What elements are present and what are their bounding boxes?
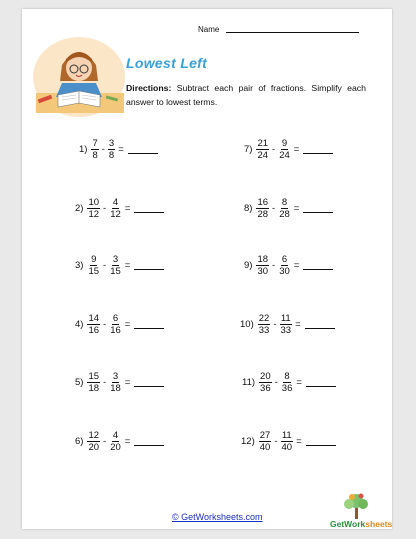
minus-sign: - bbox=[103, 318, 107, 330]
answer-blank[interactable] bbox=[303, 144, 333, 154]
minus-sign: - bbox=[103, 259, 107, 271]
name-label: Name bbox=[198, 25, 220, 34]
answer-blank[interactable] bbox=[134, 377, 164, 387]
fraction-b bbox=[279, 313, 292, 336]
numerator: 11 bbox=[280, 312, 291, 324]
problem-number: 3) bbox=[75, 259, 84, 271]
directions-label: Directions: bbox=[126, 83, 172, 93]
fraction-a bbox=[87, 197, 100, 220]
denominator: 8 bbox=[108, 149, 115, 161]
problem bbox=[244, 131, 333, 167]
problem bbox=[241, 423, 336, 459]
denominator: 30 bbox=[257, 265, 269, 277]
denominator: 36 bbox=[281, 382, 293, 394]
problem-number: 7) bbox=[244, 143, 253, 155]
equals-sign: = bbox=[293, 202, 300, 214]
fraction-a bbox=[256, 197, 269, 220]
numerator: 27 bbox=[259, 429, 271, 441]
numerator: 14 bbox=[88, 312, 100, 324]
minus-sign: - bbox=[103, 202, 107, 214]
denominator: 16 bbox=[88, 324, 100, 336]
getworksheets-logo-text bbox=[330, 519, 392, 529]
denominator: 28 bbox=[279, 208, 290, 220]
equals-sign: = bbox=[124, 202, 131, 214]
numerator: 22 bbox=[258, 312, 270, 324]
denominator: 20 bbox=[88, 441, 100, 453]
minus-sign: - bbox=[272, 202, 276, 214]
equals-sign: = bbox=[124, 376, 131, 388]
fraction-b bbox=[278, 138, 291, 161]
numerator: 8 bbox=[284, 370, 290, 382]
problem-number: 10) bbox=[240, 318, 254, 330]
minus-sign: - bbox=[103, 376, 107, 388]
equals-sign: = bbox=[293, 143, 300, 155]
problem bbox=[75, 423, 164, 459]
denominator: 8 bbox=[92, 149, 98, 161]
problem-number: 4) bbox=[75, 318, 84, 330]
getworksheets-link[interactable]: © GetWorksheets.com bbox=[172, 512, 263, 522]
problem bbox=[75, 190, 164, 226]
equals-sign: = bbox=[124, 435, 131, 447]
problem-number: 8) bbox=[244, 202, 253, 214]
answer-blank[interactable] bbox=[303, 203, 333, 213]
fraction-a bbox=[87, 254, 100, 277]
numerator: 8 bbox=[281, 196, 288, 208]
problem-number: 9) bbox=[244, 259, 253, 271]
problem bbox=[75, 306, 164, 342]
problem-number: 1) bbox=[79, 143, 88, 155]
directions bbox=[126, 81, 366, 109]
numerator: 4 bbox=[112, 429, 119, 441]
answer-blank[interactable] bbox=[303, 260, 333, 270]
denominator: 33 bbox=[258, 324, 270, 336]
equals-sign: = bbox=[124, 259, 131, 271]
minus-sign: - bbox=[103, 435, 107, 447]
equals-sign: = bbox=[118, 143, 124, 155]
fraction-a bbox=[259, 371, 272, 394]
numerator: 18 bbox=[257, 253, 269, 265]
problem-number: 6) bbox=[75, 435, 84, 447]
answer-blank[interactable] bbox=[134, 260, 164, 270]
numerator: 6 bbox=[281, 253, 288, 265]
logo-text-a: GetWork bbox=[330, 519, 366, 529]
denominator: 16 bbox=[110, 324, 121, 336]
fraction-a bbox=[91, 138, 98, 161]
numerator: 4 bbox=[112, 196, 119, 208]
minus-sign: - bbox=[274, 376, 278, 388]
denominator: 36 bbox=[260, 382, 271, 394]
fraction-a bbox=[87, 430, 100, 453]
fraction-b bbox=[278, 254, 291, 277]
worksheet-page bbox=[22, 9, 392, 529]
numerator: 6 bbox=[112, 312, 119, 324]
equals-sign: = bbox=[124, 318, 131, 330]
fraction-b bbox=[278, 197, 291, 220]
numerator: 3 bbox=[112, 253, 119, 265]
problem bbox=[79, 131, 158, 167]
denominator: 24 bbox=[257, 149, 269, 161]
problem bbox=[244, 190, 333, 226]
denominator: 20 bbox=[110, 441, 121, 453]
directions-text: Subtract each pair of fractions. Simplify each answer to lowest terms. bbox=[126, 83, 366, 107]
numerator: 21 bbox=[257, 137, 269, 149]
equals-sign: = bbox=[293, 259, 300, 271]
numerator: 16 bbox=[257, 196, 269, 208]
fraction-a bbox=[258, 313, 271, 336]
problem bbox=[244, 247, 333, 283]
fraction-a bbox=[87, 313, 100, 336]
logo-text-b: sheets bbox=[365, 519, 393, 529]
answer-blank[interactable] bbox=[134, 319, 164, 329]
name-line[interactable] bbox=[226, 24, 359, 33]
fraction-a bbox=[87, 371, 100, 394]
fraction-a bbox=[256, 254, 269, 277]
worksheet-title: Lowest Left bbox=[126, 55, 208, 71]
numerator: 15 bbox=[88, 370, 100, 382]
fraction-b bbox=[109, 197, 122, 220]
girl-reading-book-illustration bbox=[32, 33, 126, 119]
denominator: 15 bbox=[88, 265, 100, 277]
answer-blank[interactable] bbox=[306, 436, 336, 446]
equals-sign: = bbox=[296, 435, 302, 447]
numerator: 11 bbox=[281, 429, 292, 441]
problem-number: 2) bbox=[75, 202, 84, 214]
problem-number: 5) bbox=[75, 376, 84, 388]
problem bbox=[242, 364, 336, 400]
minus-sign: - bbox=[273, 318, 277, 330]
equals-sign: = bbox=[295, 318, 301, 330]
fraction-a bbox=[259, 430, 272, 453]
denominator: 12 bbox=[88, 208, 100, 220]
numerator: 9 bbox=[91, 253, 97, 265]
minus-sign: - bbox=[272, 259, 276, 271]
problem-number: 12) bbox=[241, 435, 255, 447]
fraction-b bbox=[281, 371, 294, 394]
problem bbox=[240, 306, 335, 342]
minus-sign: - bbox=[101, 143, 105, 155]
numerator: 10 bbox=[88, 196, 100, 208]
answer-blank[interactable] bbox=[134, 203, 164, 213]
numerator: 12 bbox=[88, 429, 100, 441]
denominator: 30 bbox=[279, 265, 290, 277]
fraction-b bbox=[109, 313, 122, 336]
denominator: 33 bbox=[280, 324, 292, 336]
numerator: 3 bbox=[108, 137, 115, 149]
answer-blank[interactable] bbox=[134, 436, 164, 446]
fraction-b bbox=[109, 254, 122, 277]
problem-number: 11) bbox=[242, 376, 256, 388]
fraction-b bbox=[108, 138, 115, 161]
numerator: 20 bbox=[260, 370, 271, 382]
fraction-a bbox=[256, 138, 269, 161]
numerator: 7 bbox=[92, 137, 98, 149]
denominator: 15 bbox=[110, 265, 121, 277]
denominator: 28 bbox=[257, 208, 269, 220]
minus-sign: - bbox=[274, 435, 278, 447]
numerator: 3 bbox=[112, 370, 119, 382]
minus-sign: - bbox=[272, 143, 276, 155]
denominator: 12 bbox=[110, 208, 121, 220]
denominator: 18 bbox=[110, 382, 121, 394]
equals-sign: = bbox=[296, 376, 302, 388]
fraction-b bbox=[109, 371, 122, 394]
fraction-b bbox=[109, 430, 122, 453]
answer-blank[interactable] bbox=[128, 144, 158, 154]
numerator: 9 bbox=[281, 137, 288, 149]
name-field-row bbox=[198, 24, 359, 34]
denominator: 40 bbox=[259, 441, 271, 453]
problem bbox=[75, 247, 164, 283]
denominator: 18 bbox=[88, 382, 100, 394]
denominator: 40 bbox=[281, 441, 293, 453]
fraction-b bbox=[280, 430, 293, 453]
problem bbox=[75, 364, 164, 400]
answer-blank[interactable] bbox=[306, 377, 336, 387]
denominator: 24 bbox=[279, 149, 290, 161]
answer-blank[interactable] bbox=[305, 319, 335, 329]
